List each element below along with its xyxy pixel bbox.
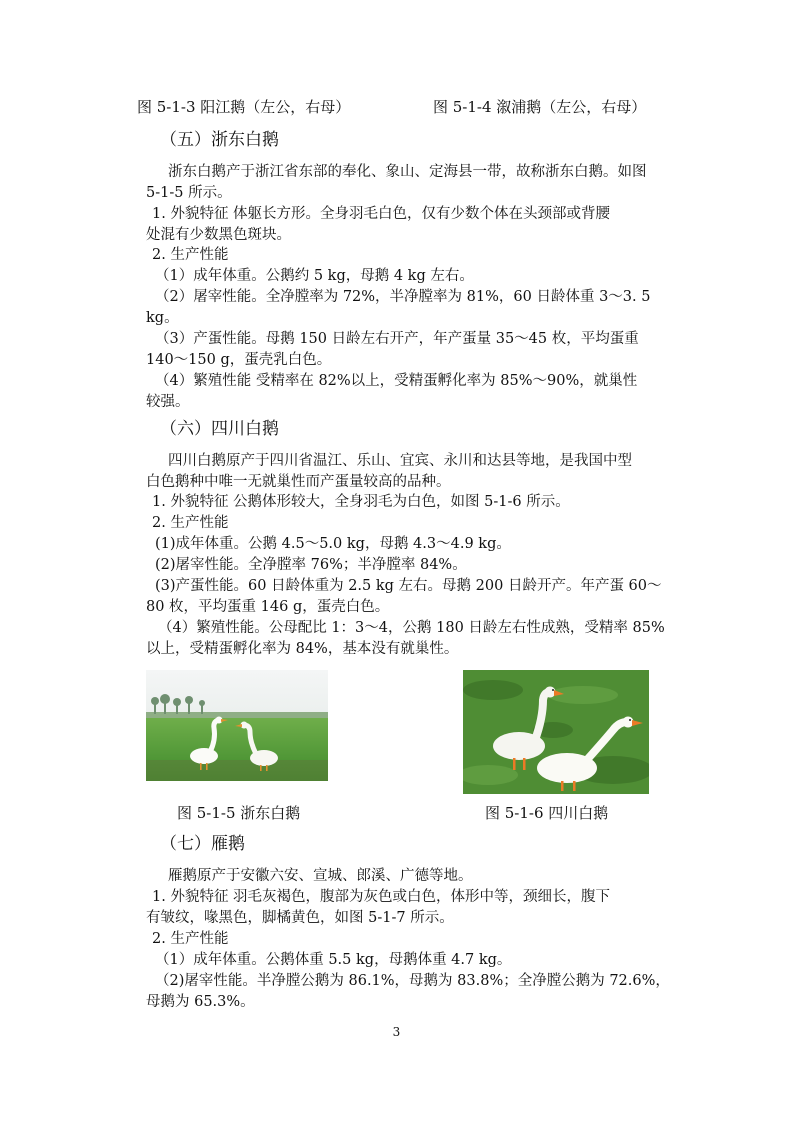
paragraph-line: （4）繁殖性能 受精率在 82%以上，受精蛋孵化率为 85%～90%，就巢性 <box>155 373 638 389</box>
figure-caption-5-1-3: 图 5-1-3 阳江鹅（左公，右母） <box>137 98 351 116</box>
paragraph-line: 1. 外貌特征 羽毛灰褐色，腹部为灰色或白色，体形中等，颈细长，腹下 <box>152 889 611 905</box>
paragraph-line: 雁鹅原产于安徽六安、宣城、郎溪、广德等地。 <box>168 868 473 884</box>
paragraph-line: 140～150 g，蛋壳乳白色。 <box>146 352 332 368</box>
page-number: 3 <box>392 1025 401 1039</box>
figure-caption-5-1-4: 图 5-1-4 溆浦鹅（左公，右母） <box>433 98 647 116</box>
paragraph-line: 80 枚，平均蛋重 146 g，蛋壳白色。 <box>146 599 390 615</box>
paragraph-line: （3）产蛋性能。母鹅 150 日龄左右开产，年产蛋量 35～45 枚，平均蛋重 <box>155 331 639 347</box>
paragraph-line: 处混有少数黑色斑块。 <box>146 227 291 243</box>
paragraph-line: （1）成年体重。公鹅约 5 kg，母鹅 4 kg 左右。 <box>155 268 474 284</box>
paragraph-line: （4）繁殖性能。公母配比 1：3～4，公鹅 180 日龄左右性成熟，受精率 85% <box>158 620 665 636</box>
paragraph-line: （2)屠宰性能。半净膛公鹅为 86.1%，母鹅为 83.8%；全净膛公鹅为 72.6%， <box>155 973 670 989</box>
photo-zhedong-white-goose <box>146 670 328 781</box>
figure-caption-5-1-5: 图 5-1-5 浙东白鹅 <box>177 804 301 822</box>
figure-caption-5-1-6: 图 5-1-6 四川白鹅 <box>485 804 609 822</box>
paragraph-line: 2. 生产性能 <box>152 515 229 531</box>
paragraph-line: 2. 生产性能 <box>152 931 229 947</box>
paragraph-line: 以上，受精蛋孵化率为 84%，基本没有就巢性。 <box>146 641 459 657</box>
photo-sichuan-white-goose <box>463 670 649 794</box>
section-heading-zhedong: （五）浙东白鹅 <box>160 130 279 150</box>
paragraph-line: （1）成年体重。公鹅体重 5.5 kg，母鹅体重 4.7 kg。 <box>155 952 512 968</box>
paragraph-line: 白色鹅种中唯一无就巢性而产蛋量较高的品种。 <box>146 474 451 490</box>
paragraph-line: 1. 外貌特征 体躯长方形。全身羽毛白色，仅有少数个体在头颈部或背腰 <box>152 206 611 222</box>
goose-field-illustration <box>146 670 328 781</box>
section-heading-sichuan: （六）四川白鹅 <box>160 419 279 439</box>
paragraph-line: (3)产蛋性能。60 日龄体重为 2.5 kg 左右。母鹅 200 日龄开产。年产蛋 60～ <box>155 578 662 594</box>
paragraph-line: (2)屠宰性能。全净膛率 76%；半净膛率 84%。 <box>155 557 467 573</box>
section-heading-yan: （七）雁鹅 <box>160 834 245 854</box>
paragraph-line: 2. 生产性能 <box>152 247 229 263</box>
goose-grass-illustration <box>463 670 649 794</box>
paragraph-line: 四川白鹅原产于四川省温江、乐山、宜宾、永川和达县等地，是我国中型 <box>168 453 632 469</box>
paragraph-line: （2）屠宰性能。全净膛率为 72%，半净膛率为 81%，60 日龄体重 3～3. 5 <box>155 289 651 305</box>
paragraph-line: 浙东白鹅产于浙江省东部的奉化、象山、定海县一带，故称浙东白鹅。如图 <box>168 164 647 180</box>
paragraph-line: kg。 <box>146 310 179 326</box>
paragraph-line: 母鹅为 65.3%。 <box>146 994 255 1010</box>
paragraph-line: 5-1-5 所示。 <box>146 185 232 201</box>
paragraph-line: 有皱纹，喙黑色，脚橘黄色，如图 5-1-7 所示。 <box>146 910 454 926</box>
paragraph-line: 1. 外貌特征 公鹅体形较大，全身羽毛为白色，如图 5-1-6 所示。 <box>152 494 570 510</box>
paragraph-line: (1)成年体重。公鹅 4.5～5.0 kg，母鹅 4.3～4.9 kg。 <box>155 536 511 552</box>
paragraph-line: 较强。 <box>146 394 190 410</box>
